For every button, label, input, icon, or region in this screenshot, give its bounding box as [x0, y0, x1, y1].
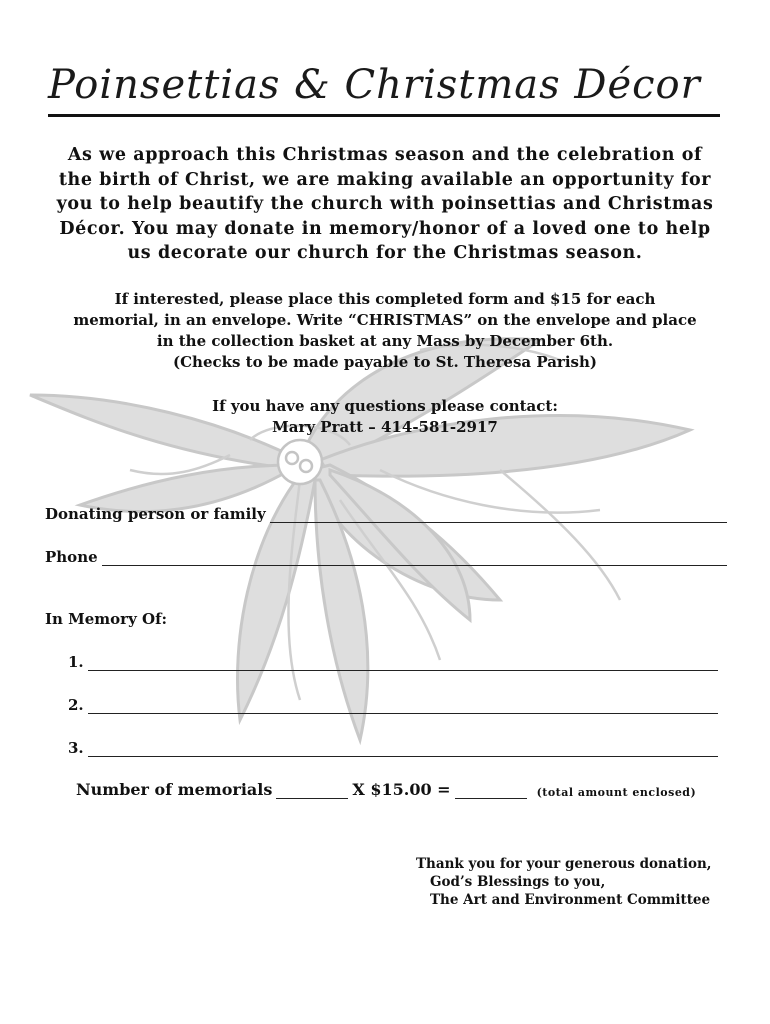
title-divider	[48, 114, 720, 117]
phone-input-line[interactable]	[102, 550, 727, 566]
contact-name-phone: Mary Pratt – 414-581-2917	[272, 418, 498, 436]
memorials-count-label: Number of memorials	[76, 780, 273, 799]
page-title: Poinsettias & Christmas Décor	[48, 62, 701, 108]
intro-line: Décor. You may donate in memory/honor of a loved one to help	[59, 218, 711, 239]
instruction-line: (Checks to be made payable to St. Theresa Parish)	[173, 353, 597, 371]
memory-number: 2.	[68, 696, 84, 714]
price-multiplier: X $15.00 =	[352, 780, 451, 799]
intro-line: the birth of Christ, we are making available an opportunity for	[58, 169, 712, 190]
memory-input-line[interactable]	[88, 698, 718, 714]
intro-line: us decorate our church for the Christmas season.	[127, 243, 643, 263]
memorials-count-input[interactable]	[276, 784, 348, 799]
instruction-line: If interested, please place this completed form and $15 for each	[114, 290, 656, 308]
memory-field-3[interactable]	[68, 739, 718, 757]
memory-input-line[interactable]	[88, 655, 718, 671]
closing-line: God’s Blessings to you,	[430, 874, 606, 890]
instruction-line: in the collection basket at any Mass by December 6th.	[156, 332, 614, 350]
instructions-paragraph	[40, 289, 730, 373]
phone-label: Phone	[45, 548, 98, 566]
in-memory-label: In Memory Of:	[45, 610, 168, 628]
intro-line: As we approach this Christmas season and the celebration of	[67, 145, 703, 165]
donor-field[interactable]	[45, 505, 727, 523]
total-note: (total amount enclosed)	[536, 786, 697, 799]
intro-line: you to help beautify the church with poinsettias and Christmas	[56, 194, 714, 214]
memory-number: 1.	[68, 653, 84, 671]
memory-input-line[interactable]	[88, 741, 718, 757]
intro-paragraph	[40, 143, 730, 266]
contact-prompt: If you have any questions please contact:	[212, 397, 558, 415]
memorials-total-row	[76, 780, 696, 799]
memory-number: 3.	[68, 739, 84, 757]
total-amount-input[interactable]	[455, 784, 527, 799]
phone-field[interactable]	[45, 548, 727, 566]
closing-line: Thank you for your generous donation,	[416, 856, 712, 872]
instruction-line: memorial, in an envelope. Write “CHRISTMAS” on the envelope and place	[73, 311, 697, 329]
contact-block	[40, 396, 730, 438]
closing-block	[416, 855, 736, 909]
donor-input-line[interactable]	[270, 507, 727, 523]
donor-label: Donating person or family	[45, 505, 266, 523]
memory-field-1[interactable]	[68, 653, 718, 671]
memory-field-2[interactable]	[68, 696, 718, 714]
closing-line: The Art and Environment Committee	[430, 892, 711, 908]
